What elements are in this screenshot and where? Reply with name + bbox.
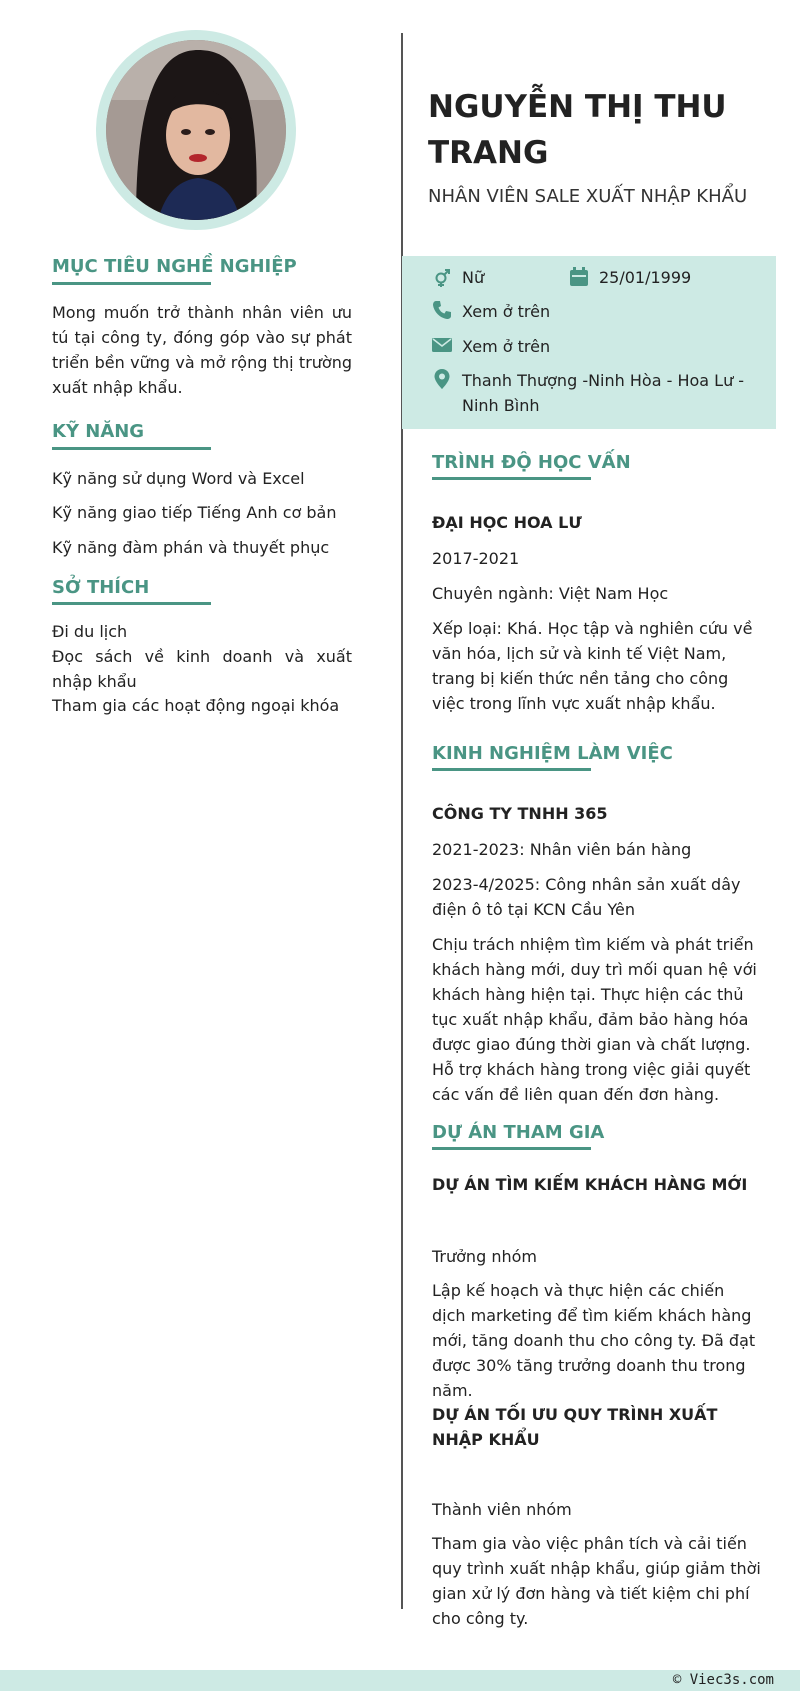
experience-period: 2021-2023: Nhân viên bán hàng	[432, 840, 692, 859]
candidate-name: NGUYỄN THỊ THU TRANG	[428, 89, 727, 171]
education-major: Chuyên ngành: Việt Nam Học	[432, 584, 669, 603]
project-name: DỰ ÁN TÌM KIẾM KHÁCH HÀNG MỚI	[432, 1175, 748, 1194]
birthdate-text: 25/01/1999	[599, 268, 692, 287]
education-description: Xếp loại: Khá. Học tập và nghiên cứu về văn hóa, lịch sử và kinh tế Việt Nam, trang bị kiến thức nền tảng cho công việc trong lĩnh vực xuất nhập khẩu.	[432, 619, 753, 713]
objective-text: Mong muốn trở thành nhân viên ưu tú tại công ty, đóng góp vào sự phát triển bền vững và mở rộng thị trường xuất nhập khẩu.	[52, 303, 352, 397]
projects-rule	[432, 1147, 591, 1150]
skill-item: Kỹ năng đàm phán và thuyết phục	[52, 538, 330, 557]
phone-text: Xem ở trên	[462, 302, 551, 321]
hobby-item: Tham gia các hoạt động ngoại khóa	[52, 696, 340, 715]
skills-title: KỸ NĂNG	[52, 421, 145, 442]
footer-copyright: © Viec3s.com	[672, 1672, 774, 1688]
skill-item: Kỹ năng giao tiếp Tiếng Anh cơ bản	[52, 503, 337, 522]
phone-icon	[432, 300, 452, 320]
email-text: Xem ở trên	[462, 337, 551, 356]
hobby-item: Đi du lịch	[52, 622, 128, 641]
gender-text: Nữ	[462, 268, 485, 287]
footer-bar	[0, 1670, 800, 1691]
experience-period: 2023-4/2025: Công nhân sản xuất dây điện ô tô tại KCN Cầu Yên	[432, 875, 741, 919]
project-description: Lập kế hoạch và thực hiện các chiến dịch marketing để tìm kiếm khách hàng mới, tăng doanh thu cho công ty. Đã đạt được 30% tăng trưởng doanh thu trong năm.	[432, 1281, 756, 1400]
avatar	[106, 40, 286, 220]
objective-title: MỤC TIÊU NGHỀ NGHIỆP	[52, 256, 297, 277]
location-icon	[432, 369, 452, 389]
projects-title: DỰ ÁN THAM GIA	[432, 1122, 605, 1143]
education-rule	[432, 477, 591, 480]
avatar-photo	[106, 40, 286, 220]
project-name: DỰ ÁN TỐI ƯU QUY TRÌNH XUẤT NHẬP KHẨU	[432, 1405, 718, 1449]
objective-rule	[52, 282, 211, 285]
experience-title: KINH NGHIỆM LÀM VIỆC	[432, 743, 673, 764]
education-title: TRÌNH ĐỘ HỌC VẤN	[432, 452, 631, 473]
gender-icon	[432, 267, 452, 287]
avatar-ring	[96, 30, 296, 230]
candidate-role: NHÂN VIÊN SALE XUẤT NHẬP KHẨU	[428, 186, 748, 207]
experience-rule	[432, 768, 591, 771]
hobby-item: Đọc sách về kinh doanh và xuất nhập khẩu	[52, 647, 352, 691]
education-school: ĐẠI HỌC HOA LƯ	[432, 513, 582, 532]
skill-item: Kỹ năng sử dụng Word và Excel	[52, 469, 305, 488]
skills-rule	[52, 447, 211, 450]
email-icon	[432, 335, 452, 355]
experience-description: Chịu trách nhiệm tìm kiếm và phát triển khách hàng mới, duy trì mối quan hệ với khách hàng hiện tại. Thực hiện các thủ tục xuất nhập khẩu, đảm bảo hàng hóa được giao đúng thời gian và chất lượng. Hỗ trợ khách hàng trong việc giải quyết các vấn đề liên quan đến đơn hàng.	[432, 935, 757, 1104]
hobbies-title: SỞ THÍCH	[52, 577, 150, 598]
calendar-icon	[569, 267, 589, 287]
address-text: Thanh Thượng -Ninh Hòa - Hoa Lư - Ninh Bình	[462, 371, 745, 415]
education-years: 2017-2021	[432, 549, 520, 568]
hobbies-rule	[52, 602, 211, 605]
project-role: Thành viên nhóm	[432, 1500, 572, 1519]
project-role: Trưởng nhóm	[432, 1247, 537, 1266]
project-description: Tham gia vào việc phân tích và cải tiến quy trình xuất nhập khẩu, giúp giảm thời gian xử lý đơn hàng và tiết kiệm chi phí cho công ty.	[432, 1534, 761, 1628]
experience-company: CÔNG TY TNHH 365	[432, 804, 608, 823]
